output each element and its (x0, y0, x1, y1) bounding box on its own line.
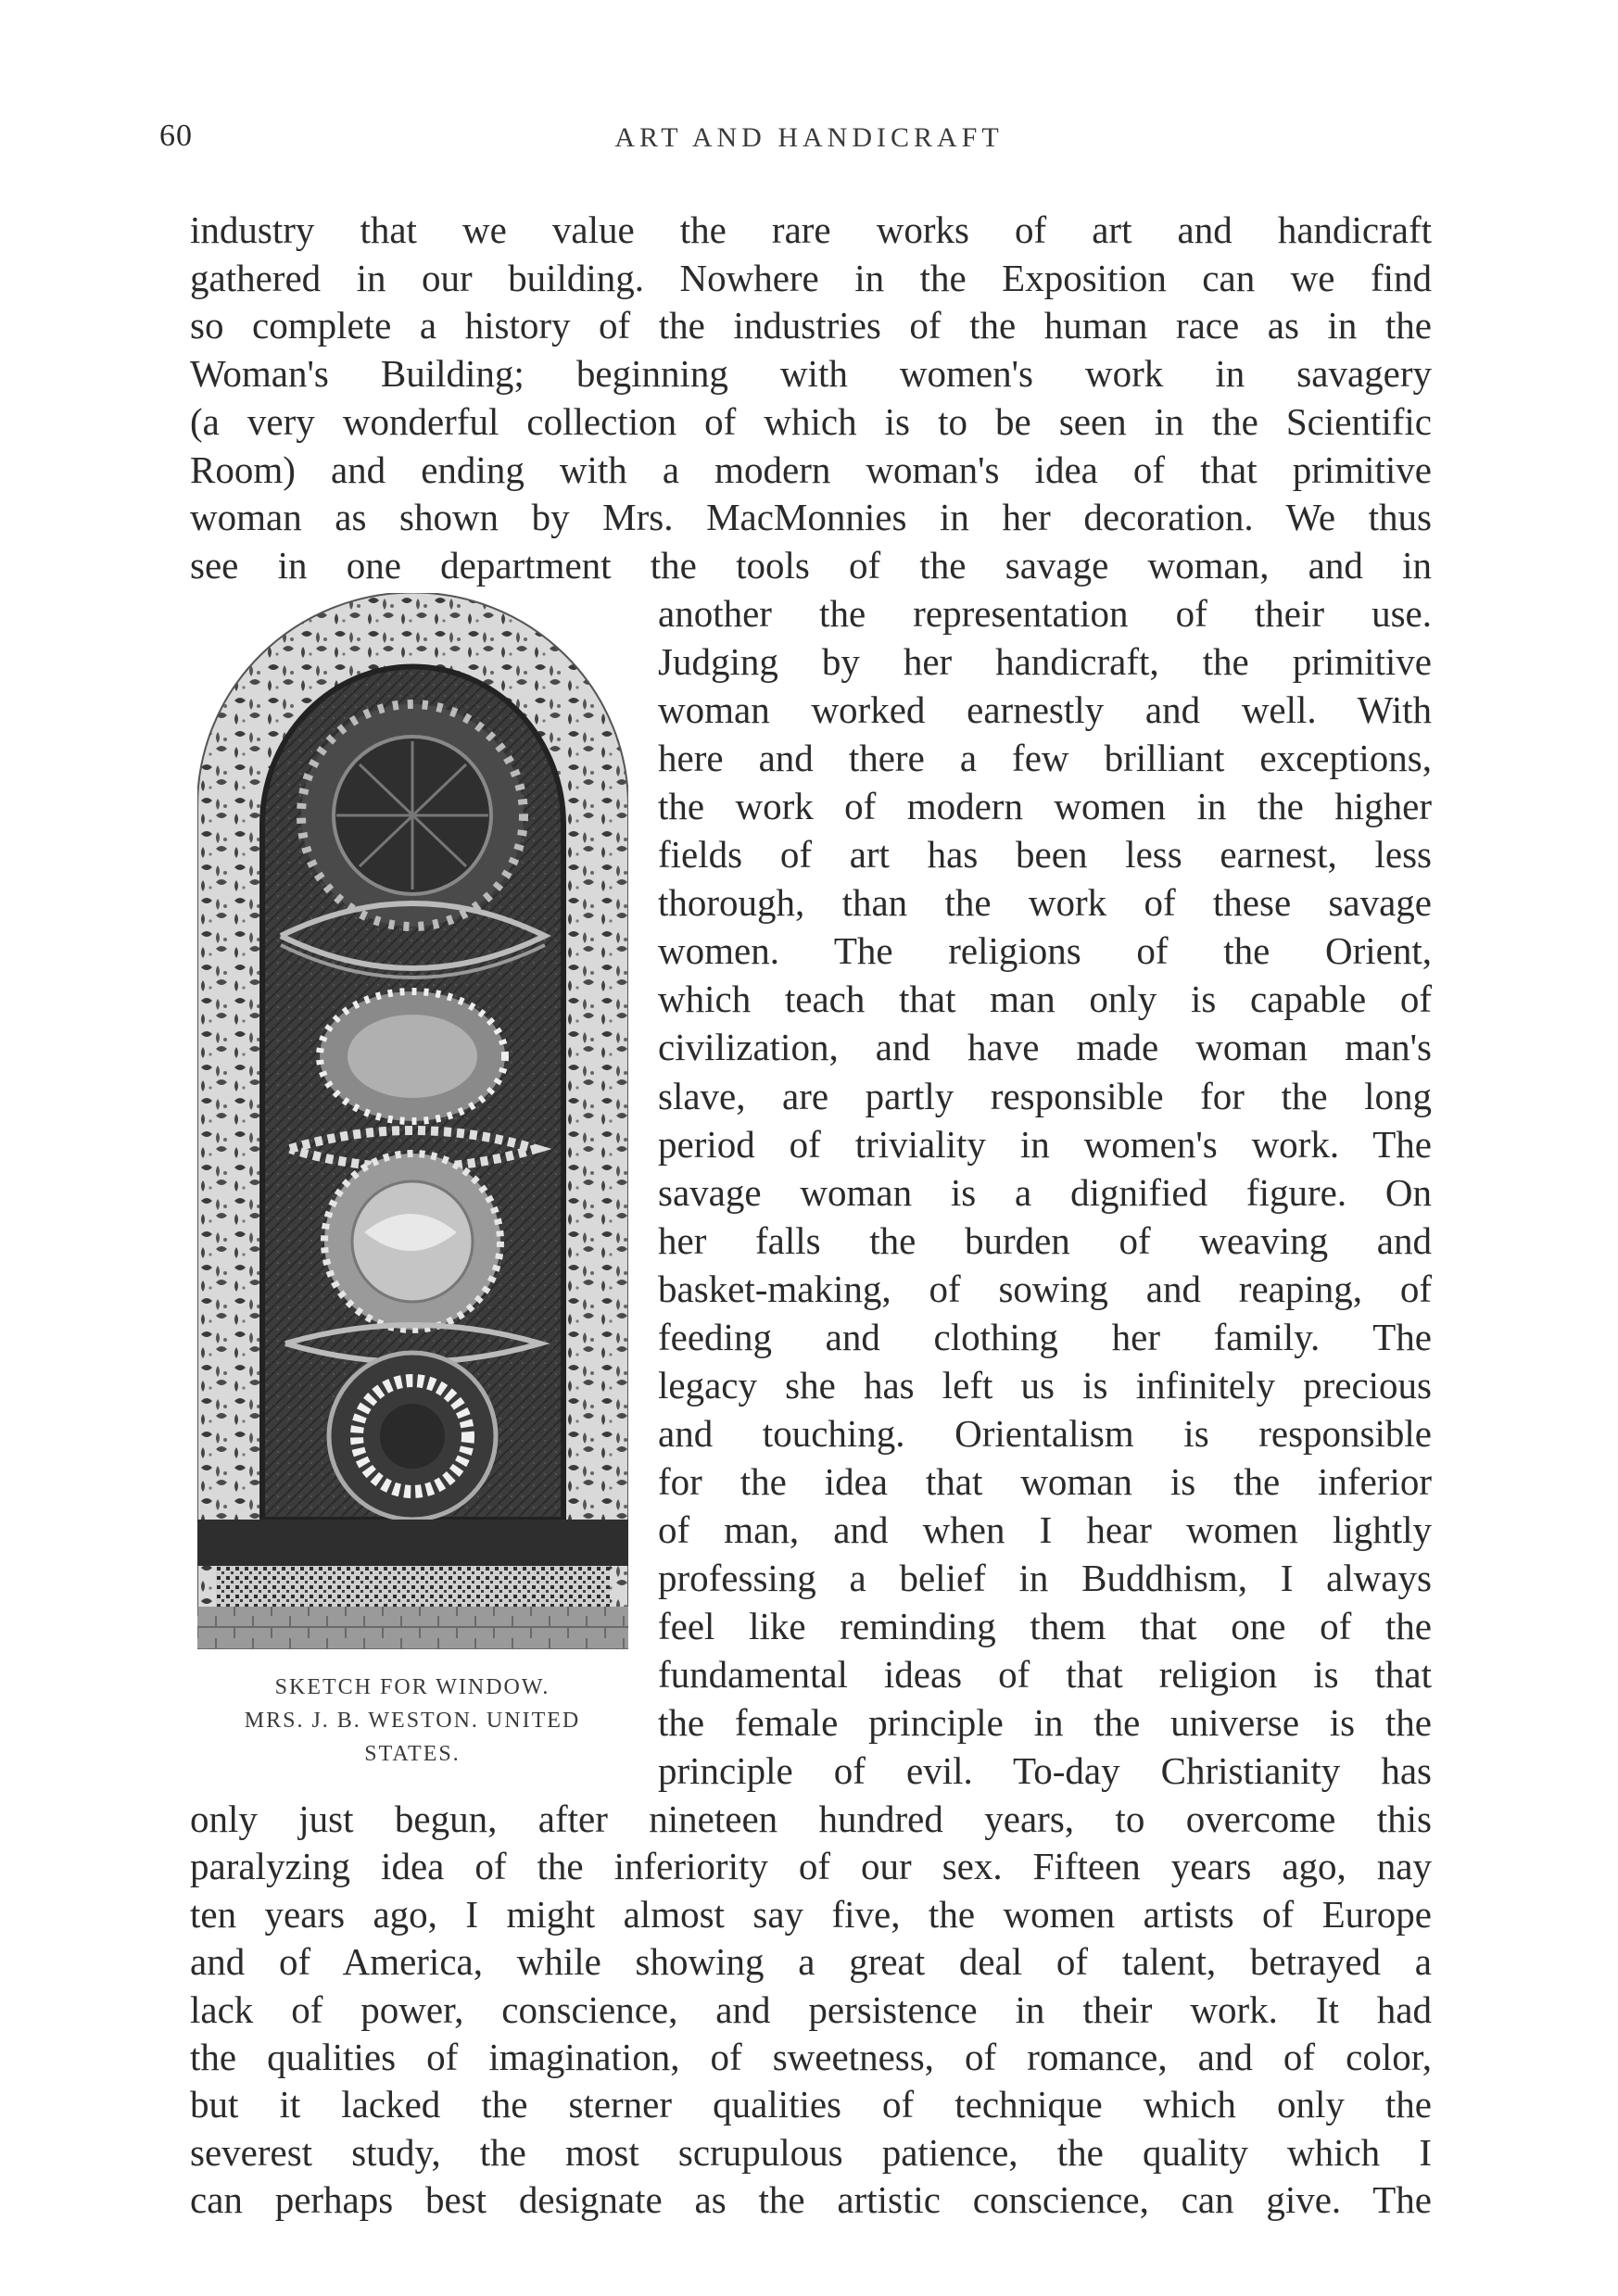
text-line: fields of art has been less earnest, less (658, 833, 1432, 877)
window-base-bricks (197, 1607, 628, 1649)
caption-line-1: SKETCH FOR WINDOW. (274, 1675, 550, 1699)
text-line: severest study, the most scrupulous patience, the quality which I (190, 2130, 1432, 2174)
text-line: gathered in our building. Nowhere in the Exposition can we find (190, 256, 1432, 299)
text-line: another the representation of their use. (658, 592, 1432, 635)
text-line: slave, are partly responsible for the long (658, 1074, 1432, 1117)
text-line: legacy she has left us is infinitely precious (658, 1363, 1432, 1407)
caption-line-3: STATES. (364, 1742, 461, 1766)
bottom-wreath (329, 1353, 496, 1520)
text-line: industry that we value the rare works of art and handicraft (190, 208, 1432, 251)
text-line: period of triviality in women's work. The (658, 1122, 1432, 1166)
window-sill (197, 1520, 628, 1566)
text-line: only just begun, after nineteen hundred years, to overcome this (190, 1798, 1432, 1840)
text-line: paralyzing idea of the inferiority of our sex. Fifteen years ago, nay (190, 1845, 1432, 1888)
text-line: woman as shown by Mrs. MacMonnies in her decoration. We thus (190, 496, 1432, 539)
top-roundel (301, 704, 524, 927)
text-line: here and there a few brilliant exceptions, (658, 737, 1432, 780)
caption-line-2: MRS. J. B. WESTON. UNITED (244, 1709, 581, 1733)
text-line: (a very wonderful collection of which is to be seen in the Scientific (190, 399, 1432, 443)
text-line: Room) and ending with a modern woman's idea of that primitive (190, 448, 1432, 491)
text-line: woman worked earnestly and well. With (658, 688, 1432, 732)
text-line: feeding and clothing her family. The (658, 1315, 1432, 1358)
text-line: the work of modern women in the higher (658, 785, 1432, 828)
text-line: the qualities of imagination, of sweetness, of romance, and of color, (190, 2036, 1432, 2078)
text-line: for the idea that woman is the inferior (658, 1459, 1432, 1503)
text-line: and touching. Orientalism is responsible (658, 1411, 1432, 1455)
text-line: can perhaps best designate as the artistic conscience, can give. The (190, 2178, 1432, 2222)
text-line: thorough, than the work of these savage (658, 881, 1432, 925)
text-line: feel like reminding them that one of the (658, 1605, 1432, 1648)
running-head: ART AND HANDICRAFT (614, 122, 1004, 153)
text-line: of man, and when I hear women lightly (658, 1508, 1432, 1551)
middle-roundel-1 (320, 991, 505, 1121)
text-line: and of America, while showing a great deal of talent, betrayed a (190, 1940, 1432, 1984)
text-line: see in one department the tools of the savage woman, and in (190, 543, 1432, 587)
window-sketch-illustration (197, 593, 628, 1649)
text-line: lack of power, conscience, and persistence in their work. It had (190, 1987, 1432, 2031)
text-line: which teach that man only is capable of (658, 978, 1432, 1021)
text-line: civilization, and have made woman man's (658, 1026, 1432, 1069)
text-line: savage woman is a dignified figure. On (658, 1170, 1432, 1214)
text-line: the female principle in the universe is the (658, 1701, 1432, 1745)
text-line: so complete a history of the industries of the human race as in the (190, 304, 1432, 347)
text-line: principle of evil. To-day Christianity has (658, 1749, 1432, 1793)
text-line: professing a belief in Buddhism, I always (658, 1557, 1432, 1599)
page-number: 60 (159, 119, 193, 153)
text-line: fundamental ideas of that religion is that (658, 1653, 1432, 1697)
text-line: ten years ago, I might almost say five, the women artists of Europe (190, 1892, 1432, 1936)
text-line: basket-making, of sowing and reaping, of (658, 1267, 1432, 1310)
text-line: but it lacked the sterner qualities of technique which only the (190, 2083, 1432, 2126)
window-grille (216, 1566, 610, 1607)
text-line: Judging by her handicraft, the primitive (658, 640, 1432, 684)
text-line: her falls the burden of weaving and (658, 1218, 1432, 1262)
text-line: women. The religions of the Orient, (658, 929, 1432, 973)
text-line: Woman's Building; beginning with women's work in savagery (190, 352, 1432, 396)
middle-roundel-2 (324, 1154, 500, 1330)
